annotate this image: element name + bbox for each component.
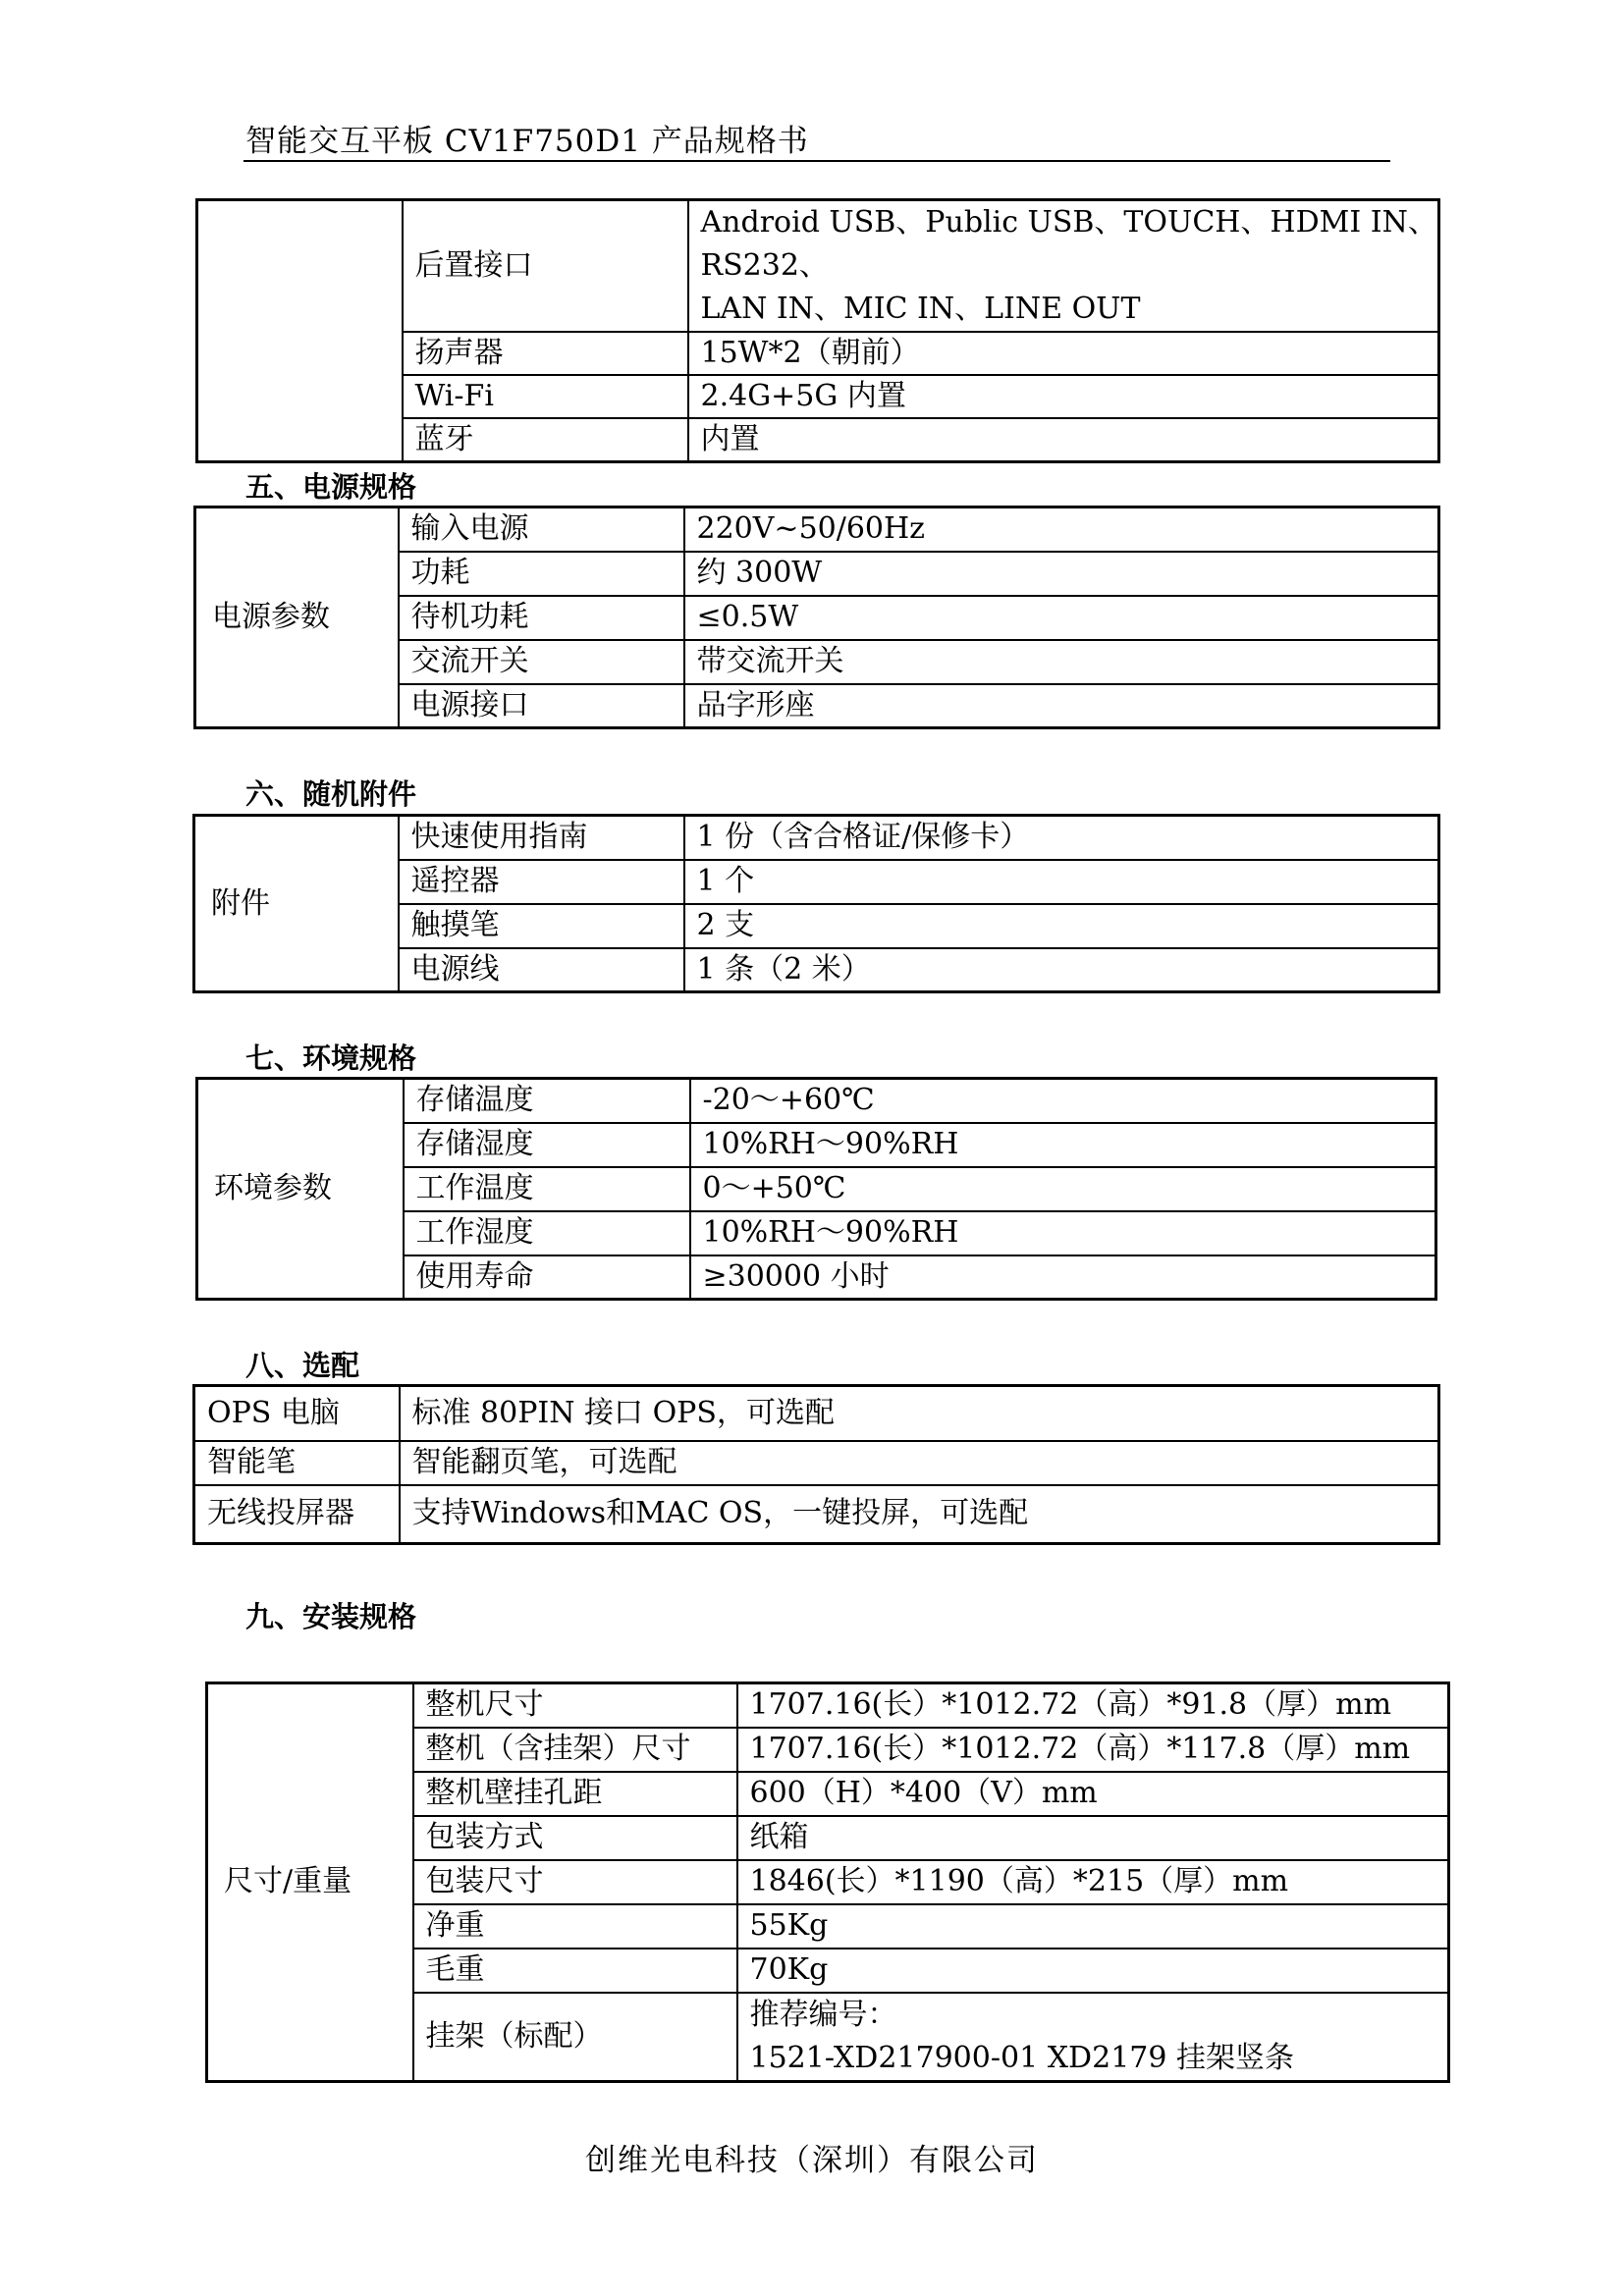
spec-value: 10%RH～90%RH bbox=[690, 1123, 1436, 1167]
spec-label: 包装方式 bbox=[413, 1816, 737, 1860]
spec-label: 交流开关 bbox=[399, 640, 684, 684]
footer-company-name: 创维光电科技（深圳）有限公司 bbox=[585, 2143, 1039, 2178]
spec-value: 约 300W bbox=[684, 552, 1439, 596]
spec-value: 1707.16(长）*1012.72（高）*117.8（厚）mm bbox=[737, 1728, 1449, 1772]
spec-label: 存储湿度 bbox=[404, 1123, 690, 1167]
spec-value: 纸箱 bbox=[737, 1816, 1449, 1860]
spec-value: 2 支 bbox=[684, 904, 1439, 948]
spec-value: 10%RH～90%RH bbox=[690, 1211, 1436, 1255]
spec-value-line: LAN IN、MIC IN、LINE OUT bbox=[700, 292, 1141, 326]
option-label: OPS 电脑 bbox=[194, 1386, 400, 1441]
spec-value-line: Android USB、Public USB、TOUCH、HDMI IN、RS232、 bbox=[700, 205, 1437, 283]
spec-label: 包装尺寸 bbox=[413, 1860, 737, 1904]
group-cell-empty bbox=[197, 200, 403, 462]
spec-value: 带交流开关 bbox=[684, 640, 1439, 684]
spec-label: 工作温度 bbox=[404, 1167, 690, 1211]
spec-value: 内置 bbox=[688, 418, 1439, 462]
spec-label: 电源线 bbox=[399, 948, 684, 992]
spec-label: 使用寿命 bbox=[404, 1255, 690, 1300]
table-row bbox=[194, 1441, 1439, 1485]
document-header-title: 智能交互平板 CV1F750D1 产品规格书 bbox=[245, 124, 809, 159]
option-value: 标准 80PIN 接口 OPS，可选配 bbox=[400, 1386, 1439, 1441]
spec-value: -20～+60℃ bbox=[690, 1079, 1436, 1123]
accessories-table bbox=[192, 814, 1440, 993]
spec-label: 整机壁挂孔距 bbox=[413, 1772, 737, 1816]
option-value: 支持Windows和MAC OS，一键投屏，可选配 bbox=[400, 1485, 1439, 1544]
spec-label: 扬声器 bbox=[403, 332, 688, 375]
spec-label: 功耗 bbox=[399, 552, 684, 596]
spec-value: 品字形座 bbox=[684, 684, 1439, 728]
section-heading-options: 八、选配 bbox=[245, 1349, 360, 1382]
spec-value: 70Kg bbox=[737, 1949, 1449, 1993]
option-label: 智能笔 bbox=[194, 1441, 400, 1485]
section-heading-power: 五、电源规格 bbox=[245, 470, 417, 504]
section-heading-accessories: 六、随机附件 bbox=[245, 777, 417, 811]
spec-label: 快速使用指南 bbox=[399, 816, 684, 860]
spec-label: 触摸笔 bbox=[399, 904, 684, 948]
table-row bbox=[195, 507, 1439, 552]
spec-label: Wi-Fi bbox=[403, 375, 688, 418]
spec-label: 存储温度 bbox=[404, 1079, 690, 1123]
table-row bbox=[207, 1683, 1449, 1728]
installation-table bbox=[205, 1682, 1450, 2083]
header-divider bbox=[244, 160, 1390, 162]
spec-value: 2.4G+5G 内置 bbox=[688, 375, 1439, 418]
section-heading-installation: 九、安装规格 bbox=[245, 1600, 417, 1633]
spec-value: 1 条（2 米） bbox=[684, 948, 1439, 992]
option-value: 智能翻页笔，可选配 bbox=[400, 1441, 1439, 1485]
spec-value bbox=[737, 1993, 1449, 2082]
group-cell: 附件 bbox=[194, 816, 399, 992]
spec-label: 待机功耗 bbox=[399, 596, 684, 640]
table-row bbox=[194, 816, 1439, 860]
spec-value: 220V~50/60Hz bbox=[684, 507, 1439, 552]
spec-label: 工作湿度 bbox=[404, 1211, 690, 1255]
power-table bbox=[193, 506, 1440, 729]
spec-value bbox=[688, 200, 1439, 333]
environment-table bbox=[195, 1077, 1437, 1301]
spec-label: 遥控器 bbox=[399, 860, 684, 904]
group-cell: 电源参数 bbox=[195, 507, 399, 728]
spec-value: ≤0.5W bbox=[684, 596, 1439, 640]
spec-label: 净重 bbox=[413, 1904, 737, 1949]
spec-value: 55Kg bbox=[737, 1904, 1449, 1949]
spec-value: 1707.16(长）*1012.72（高）*91.8（厚）mm bbox=[737, 1683, 1449, 1728]
spec-value: 1 个 bbox=[684, 860, 1439, 904]
spec-label: 毛重 bbox=[413, 1949, 737, 1993]
section-heading-environment: 七、环境规格 bbox=[245, 1041, 417, 1075]
spec-label: 蓝牙 bbox=[403, 418, 688, 462]
spec-value-line: 推荐编号： bbox=[749, 1997, 897, 2032]
spec-label: 挂架（标配） bbox=[413, 1993, 737, 2082]
spec-label: 电源接口 bbox=[399, 684, 684, 728]
spec-value: 1846(长）*1190（高）*215（厚）mm bbox=[737, 1860, 1449, 1904]
spec-value: 0～+50℃ bbox=[690, 1167, 1436, 1211]
spec-value: 600（H）*400（V）mm bbox=[737, 1772, 1449, 1816]
option-label: 无线投屏器 bbox=[194, 1485, 400, 1544]
table-row bbox=[197, 1079, 1436, 1123]
spec-label: 输入电源 bbox=[399, 507, 684, 552]
interfaces-table bbox=[195, 198, 1440, 463]
spec-label: 整机尺寸 bbox=[413, 1683, 737, 1728]
spec-value-line: 1521-XD217900-01 XD2179 挂架竖条 bbox=[749, 2040, 1294, 2075]
spec-value: 1 份（含合格证/保修卡） bbox=[684, 816, 1439, 860]
options-table bbox=[192, 1384, 1440, 1545]
table-row bbox=[194, 1386, 1439, 1441]
group-cell: 尺寸/重量 bbox=[207, 1683, 413, 2082]
table-row bbox=[197, 200, 1439, 333]
group-cell: 环境参数 bbox=[197, 1079, 404, 1300]
spec-value: ≥30000 小时 bbox=[690, 1255, 1436, 1300]
spec-label: 后置接口 bbox=[403, 200, 688, 333]
table-row bbox=[194, 1485, 1439, 1544]
spec-value: 15W*2（朝前） bbox=[688, 332, 1439, 375]
spec-label: 整机（含挂架）尺寸 bbox=[413, 1728, 737, 1772]
